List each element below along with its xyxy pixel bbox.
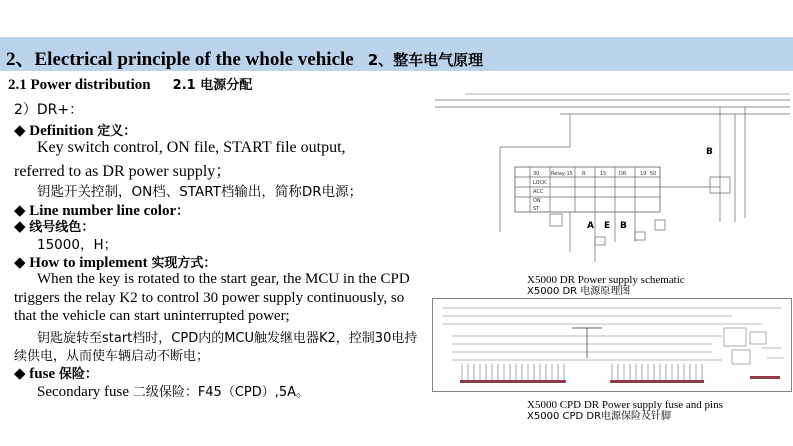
definition-text-en-1: Key switch control, ON file, START file output, <box>37 139 346 156</box>
switch-col-label: 15 <box>600 171 607 177</box>
schematic-caption <box>527 274 685 298</box>
subsection-label: 2）DR+： <box>14 102 84 118</box>
schematic-b-label: B <box>706 147 713 157</box>
schematic-caption-en: X5000 DR Power supply schematic <box>527 274 685 286</box>
switch-row-label: ST <box>533 206 540 212</box>
title-bar <box>0 37 793 71</box>
switch-col-label: Relay-15 <box>551 171 573 177</box>
switch-col-label: 50 <box>650 171 657 177</box>
section-heading-zh: 2.1 电源分配 <box>172 78 253 93</box>
fuse-label-en: fuse <box>29 366 56 382</box>
page-title-zh: 2、整车电气原理 <box>367 51 484 69</box>
definition-label-zh: 定义 <box>97 124 124 139</box>
implement-text-zh-1: 钥匙旋转至start档时，CPD内的MCU触发继电器K2，控制30电持 <box>37 331 418 346</box>
implement-text-en-2: triggers the relay K2 to control 30 power supply continuously, so <box>14 290 405 306</box>
schematic-letter-b: B <box>620 221 627 231</box>
line-color-label-en: Line number line color <box>29 203 177 219</box>
definition-text-zh: 钥匙开关控制，ON档、START档输出，简称DR电源； <box>37 184 363 200</box>
bullet-icon: ◆ <box>14 366 26 382</box>
switch-col-label: 19 <box>640 171 647 177</box>
section-heading-en: 2.1 Power distribution <box>8 77 151 93</box>
switch-col-label: R <box>582 171 586 177</box>
implement-label-zh: 实现方式 <box>151 256 204 271</box>
implement-text-en-1: When the key is rotated to the start gear, the MCU in the CPD <box>37 271 410 287</box>
fuse-text-en: Secondary fuse <box>37 384 130 400</box>
implement-label-en: How to implement <box>29 255 148 271</box>
schematic-caption-zh: X5000 DR 电源原理图 <box>527 286 631 297</box>
fuse-colon: ： <box>84 367 98 382</box>
implement-colon: ： <box>203 256 217 271</box>
implement-text-en-3: that the vehicle can start uninterrupted power; <box>14 308 290 324</box>
fuse-heading <box>14 363 98 383</box>
pins-caption <box>527 399 723 423</box>
switch-col-label: 30 <box>533 171 540 177</box>
page-title <box>6 44 483 71</box>
fuse-text-zh: 二级保险：F45（CPD）,5A。 <box>132 385 310 400</box>
switch-row-label: LOCK <box>533 180 547 186</box>
definition-label-en: Definition <box>29 123 94 139</box>
cpd-fuse-pins-diagram <box>432 298 792 392</box>
page-title-en: 2、Electrical principle of the whole vehicle <box>6 49 354 70</box>
line-color-value: 15000，H； <box>37 237 118 253</box>
bullet-icon: ◆ <box>14 123 26 139</box>
switch-col-label: DR <box>619 171 627 177</box>
line-color-zh-colon: ： <box>81 220 95 235</box>
fuse-text <box>37 381 309 401</box>
implement-heading <box>14 252 216 272</box>
definition-colon: ： <box>123 124 137 139</box>
switch-row-label: ACC <box>533 189 544 195</box>
dr-power-schematic <box>430 92 792 268</box>
pins-caption-en: X5000 CPD DR Power supply fuse and pins <box>527 399 723 411</box>
schematic-letter-e: E <box>604 221 611 231</box>
definition-heading <box>14 120 136 140</box>
schematic-letter-a: A <box>587 221 594 231</box>
bullet-icon: ◆ <box>14 203 26 219</box>
switch-row-label: ON <box>533 198 541 204</box>
bullet-icon: ◆ <box>14 219 26 235</box>
fuse-label-zh: 保险 <box>58 367 85 382</box>
section-heading <box>8 74 252 94</box>
line-color-label-zh: 线号线色 <box>29 220 82 235</box>
implement-text-zh-2: 续供电，从而使车辆启动不断电； <box>14 349 210 364</box>
bullet-icon: ◆ <box>14 255 26 271</box>
definition-text-en-2: referred to as DR power supply； <box>14 163 232 180</box>
line-color-colon: ： <box>176 204 190 219</box>
pins-caption-zh: X5000 CPD DR电源保险及针脚 <box>527 411 672 422</box>
